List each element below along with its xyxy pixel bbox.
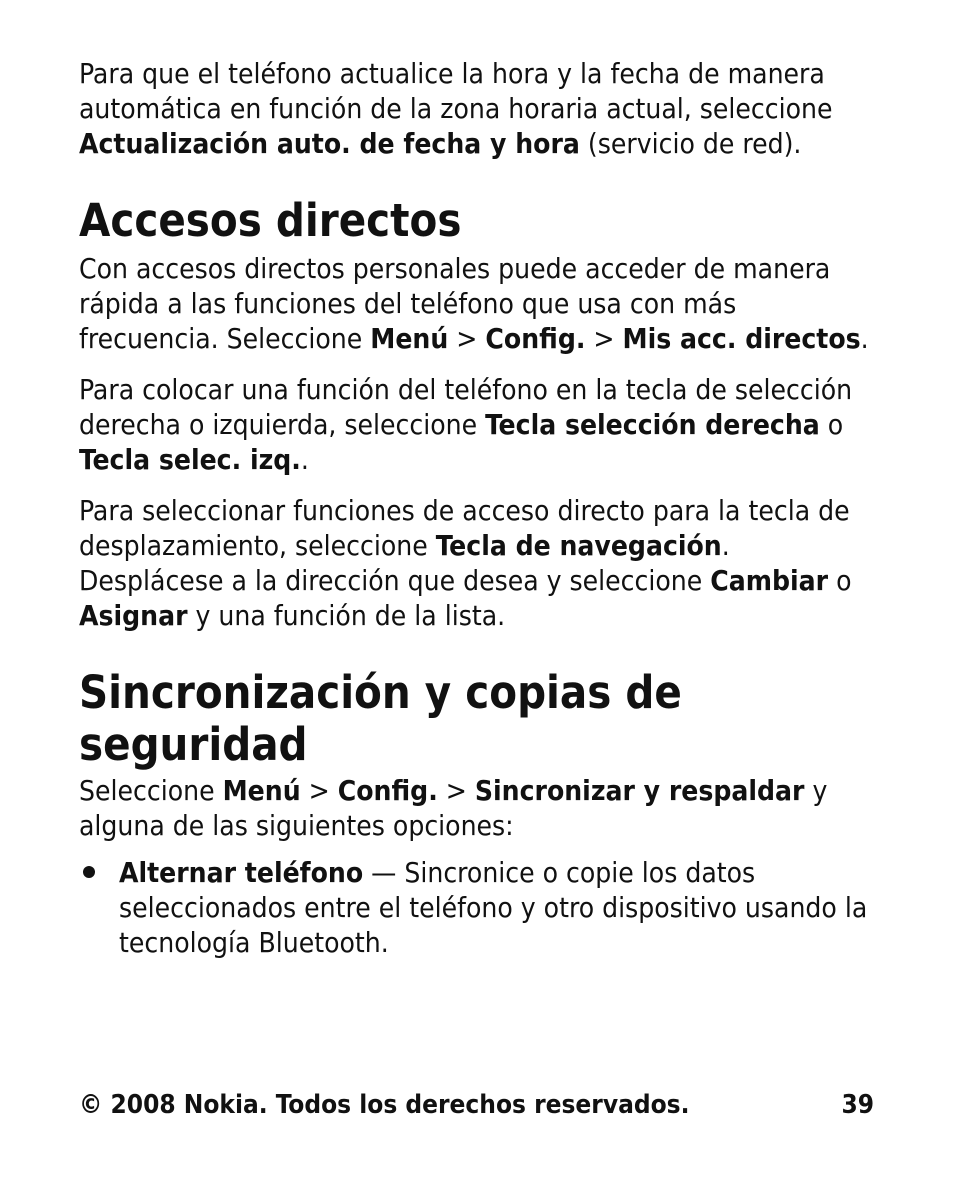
copyright-notice: © 2008 Nokia. Todos los derechos reservados.: [79, 1090, 690, 1120]
auto-date-time-option: Actualización auto. de fecha y hora: [79, 127, 580, 160]
shortcuts-p2-end: .: [300, 443, 309, 476]
shortcuts-paragraph-2: [79, 372, 879, 477]
intro-text-end: (servicio de red).: [579, 127, 802, 160]
shortcuts-p1-text: Con accesos directos personales puede acceder de manera rápida a las funciones del teléfono que usa con más frecuencia. Seleccione: [79, 252, 831, 355]
switch-phone-option: Alternar teléfono: [119, 856, 364, 889]
sync-heading: Sincronización y copias de seguridad: [79, 666, 682, 771]
left-selection-key-option: Tecla selec. izq.: [79, 443, 301, 476]
sync-paragraph-1: [79, 773, 879, 843]
shortcuts-heading: Accesos directos: [79, 194, 462, 247]
intro-paragraph: [79, 56, 879, 161]
sync-p1-text: Seleccione: [79, 774, 223, 807]
menu-path-sync-backup: Sincronizar y respaldar: [474, 774, 805, 807]
list-item: [79, 855, 879, 960]
shortcuts-paragraph-1: [79, 251, 879, 356]
page-content: [79, 56, 879, 960]
page-number: 39: [841, 1090, 874, 1120]
shortcuts-p1-end: .: [860, 322, 869, 355]
shortcuts-p3-mid: . Desplácese a la dirección que desea y seleccione: [79, 529, 730, 597]
navigation-key-option: Tecla de navegación: [435, 529, 722, 562]
menu-path-config: Config.: [485, 322, 586, 355]
shortcuts-p3-or: o: [828, 564, 852, 597]
menu-path-config: Config.: [337, 774, 438, 807]
menu-path-separator: >: [437, 774, 475, 807]
intro-text: Para que el teléfono actualice la hora y la fecha de manera automática en función de la zona horaria actual, seleccione: [79, 57, 833, 125]
shortcuts-p3-text: Para seleccionar funciones de acceso directo para la tecla de desplazamiento, seleccione: [79, 494, 850, 562]
menu-path-separator: >: [585, 322, 623, 355]
shortcuts-p2-text: Para colocar una función del teléfono en la tecla de selección derecha o izquierda, seleccione: [79, 373, 853, 441]
menu-path-menu: Menú: [222, 774, 301, 807]
page-footer: [79, 1088, 874, 1122]
sync-p1-end: y alguna de las siguientes opciones:: [79, 774, 828, 842]
menu-path-my-shortcuts: Mis acc. directos: [622, 322, 861, 355]
sync-options-list: [79, 855, 879, 960]
menu-path-menu: Menú: [370, 322, 449, 355]
shortcuts-p2-or: o: [819, 408, 844, 441]
shortcuts-paragraph-3: [79, 493, 879, 633]
assign-option: Asignar: [79, 599, 188, 632]
right-selection-key-option: Tecla selección derecha: [485, 408, 820, 441]
bullet-icon: [83, 866, 95, 878]
change-option: Cambiar: [710, 564, 829, 597]
menu-path-separator: >: [448, 322, 486, 355]
menu-path-separator: >: [300, 774, 338, 807]
switch-phone-description: — Sincronice o copie los datos seleccionados entre el teléfono y otro dispositivo usando la tecnología Bluetooth.: [119, 856, 868, 959]
shortcuts-p3-end: y una función de la lista.: [187, 599, 506, 632]
